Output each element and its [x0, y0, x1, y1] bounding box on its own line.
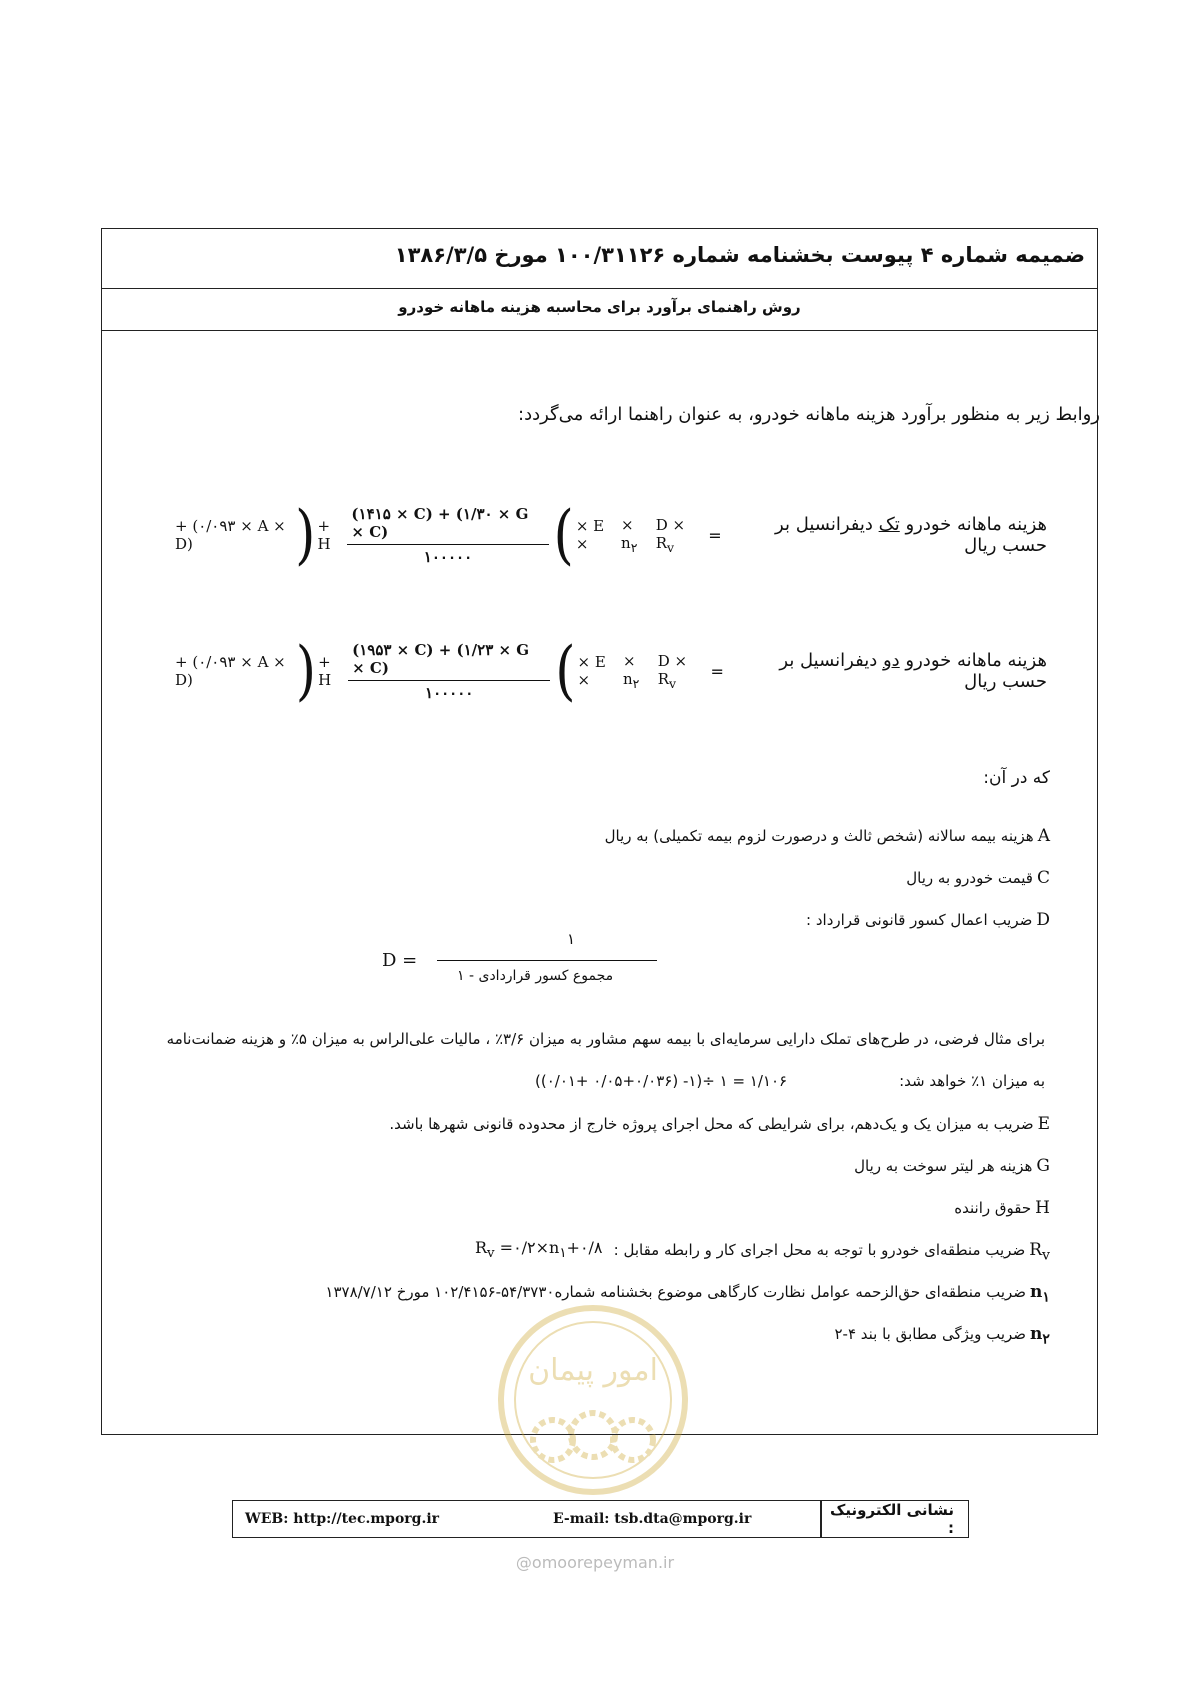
- formula-double-diff: + (۰/۰۹۳ × A × D) ) + H $\frac{(۱۹۵۳ \times C) + (۱/۲۳ \times G \times C)}{۱۰۰۰۰۰}$ ( × E × × $n_۲$ $D \times R_v$ = هزینه ماهانه خودرو دو دیفرانسیل بر حسب ریال: [175, 633, 1047, 709]
- footer-contact: [232, 1500, 969, 1538]
- formula-numerator: (۱۹۵۳ × C) + (۱/۲۳ × G × C): [348, 641, 550, 681]
- d-formula: [382, 930, 662, 990]
- formula-eq: =: [708, 525, 722, 545]
- formula-eq: =: [710, 661, 724, 681]
- formula-fraction: [348, 641, 550, 702]
- formula-lhs: $D \times R_v$: [657, 651, 688, 691]
- formula-single-diff: + (۰/۰۹۳ × A × D) ) + H $\frac{(۱۴۱۵ \times C) + (۱/۳۰ \times G \times C)}{۱۰۰۰۰۰}$ ( × E × × $n_۲$ $D \times R_v$ = هزینه ماهانه خودرو تک دیفرانسیل بر حسب ریال: [175, 497, 1048, 573]
- fraction-line: [437, 960, 657, 961]
- formula-e: × E ×: [575, 517, 605, 553]
- example-line1: برای مثال فرضی، در طرح‌های تملک دارایی سرمایه‌ای با بیمه سهم مشاور به میزان ۳/۶٪ ، مالیات علی‌الراس به میزان ۵٪ و هزینه ضمانت‌نامه: [166, 1030, 1045, 1048]
- watermark-site: @omoorepeyman.ir: [515, 1553, 675, 1572]
- formula-label: هزینه ماهانه خودرو تک دیفرانسیل بر حسب ریال: [775, 514, 1048, 556]
- def-G: Gهزینه هر لیتر سوخت به ریال: [854, 1156, 1050, 1176]
- d-denominator: مجموع کسور قراردادی - ۱: [457, 968, 614, 984]
- def-n2: $n_۲ضریب$ ویژگی مطابق با بند ۴-۲: [834, 1324, 1050, 1348]
- formula-rest: + (۰/۰۹۳ × A × D): [175, 653, 286, 689]
- formula-numerator: (۱۴۱۵ × C) + (۱/۳۰ × G × C): [347, 505, 548, 545]
- footer-web[interactable]: WEB: http://tec.mporg.ir: [245, 1511, 440, 1527]
- footer-label: نشانی الکترونیک :: [821, 1501, 968, 1537]
- def-n1: $n_۱ضریب$ منطقه‌ای حق‌الزحمه عوامل نظارت کارگاهی موضوع بخشنامه شماره۵۴/۳۷۳۰-۱۰۲/۴۱۵۶ مورخ ۱۳۷۸/۷/۱۲: [325, 1282, 1050, 1306]
- formula-n: × $n_۲$: [622, 651, 640, 691]
- rv-expression: $R_v$ $=۰/۲\times n_۱+۰/۸$: [475, 1238, 603, 1262]
- formula-denominator: ۱۰۰۰۰۰: [423, 547, 473, 566]
- formula-e: × E ×: [577, 653, 606, 689]
- formula-fraction: [347, 505, 548, 566]
- where-label: که در آن:: [983, 768, 1050, 788]
- formula-n: × $n_۲$: [621, 515, 638, 555]
- d-numerator: ۱: [567, 930, 576, 948]
- formula-rest: + (۰/۰۹۳ × A × D): [175, 517, 286, 553]
- def-E: Eضریب به میزان یک و یک‌دهم، برای شرایطی که محل اجرای پروژه خارج از محدوده قانونی شهرها باشد.: [389, 1114, 1050, 1134]
- seal-text: امور پیمان: [528, 1353, 658, 1388]
- watermark-seal: [493, 1300, 693, 1500]
- def-A: Aهزینه بیمه سالانه (شخص ثالث و درصورت لزوم بیمه تکمیلی) به ریال: [604, 826, 1050, 846]
- formula-label: هزینه ماهانه خودرو دو دیفرانسیل بر حسب ریال: [779, 650, 1047, 692]
- formula-plus-h: + H: [317, 517, 331, 553]
- example-line2-expr: ((۰/۰۱+ ۰/۰۵+۰/۰۳۶) -۱)÷ ۱ = ۱/۱۰۶: [535, 1072, 788, 1090]
- d-lhs: D =: [382, 950, 418, 971]
- def-D: Dضریب اعمال کسور قانونی قرارداد :: [806, 910, 1050, 930]
- intro-text: روابط زیر به منظور برآورد هزینه ماهانه خودرو، به عنوان راهنما ارائه می‌گردد:: [518, 404, 1100, 425]
- formula-lhs: $D \times R_v$: [655, 515, 686, 555]
- def-H: Hحقوق راننده: [954, 1198, 1050, 1218]
- formula-denominator: ۱۰۰۰۰۰: [425, 683, 474, 702]
- formula-plus-h: + H: [318, 653, 332, 689]
- footer-email[interactable]: E-mail: tsb.dta@mporg.ir: [503, 1501, 821, 1537]
- example-line2-label: به میزان ۱٪ خواهد شد:: [899, 1072, 1045, 1090]
- def-C: Cقیمت خودرو به ریال: [906, 868, 1050, 888]
- def-Rv: $R_vضریب$ منطقه‌ای خودرو با توجه به محل اجرای کار و رابطه مقابل :: [613, 1240, 1050, 1264]
- document-subtitle: روش راهنمای برآورد برای محاسبه هزینه ماهانه خودرو: [102, 289, 1097, 331]
- document-title: ضمیمه شماره ۴ پیوست بخشنامه شماره ۱۰۰/۳۱۱۲۶ مورخ ۱۳۸۶/۳/۵: [102, 229, 1097, 289]
